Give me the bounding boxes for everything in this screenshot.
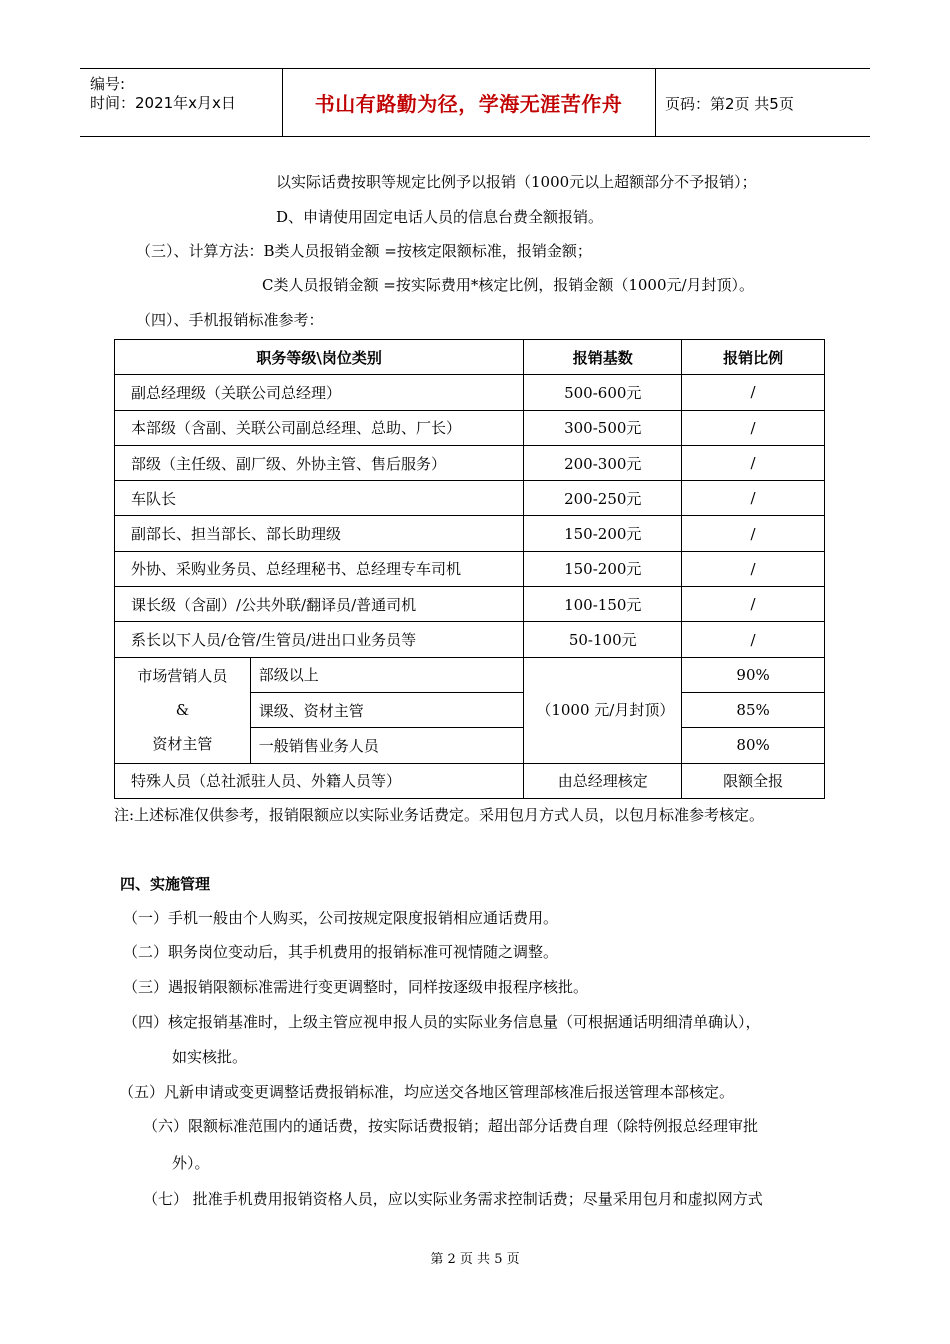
ratio-cell: / [682, 551, 825, 586]
table-row [115, 551, 825, 586]
header-divider [655, 69, 656, 136]
header-meta [90, 75, 236, 113]
paragraph-line: （四）、手机报销标准参考： [136, 311, 324, 329]
title-cell: 副部长、担当部长、部长助理级 [115, 516, 524, 551]
title-cell: 副总经理级（关联公司总经理） [115, 375, 524, 410]
table-note: 注:上述标准仅供参考，报销限额应以实际业务话费定。采用包月方式人员，以包月标准参考核定。 [114, 806, 765, 824]
table-row [115, 481, 825, 516]
table-row [115, 622, 825, 657]
column-header: 职务等级\岗位类别 [115, 340, 524, 375]
title-cell: 车队长 [115, 481, 524, 516]
list-item: （七） 批准手机费用报销资格人员，应以实际业务需求控制话费；尽量采用包月和虚拟网方式 [143, 1190, 763, 1208]
ratio-cell: / [682, 445, 825, 480]
list-item: （三）遇报销限额标准需进行变更调整时，同样按逐级申报程序核批。 [123, 978, 589, 996]
table-row [115, 375, 825, 410]
list-item: （五）凡新申请或变更调整话费报销标准，均应送交各地区管理部核准后报送管理本部核定。 [119, 1083, 735, 1101]
sub-title-cell: 部级以上 [250, 657, 524, 692]
base-cell: 100-150元 [524, 587, 682, 622]
ratio-cell: 80% [682, 728, 825, 763]
ratio-cell: / [682, 587, 825, 622]
ratio-cell: / [682, 481, 825, 516]
title-cell: 外协、采购业务员、总经理秘书、总经理专车司机 [115, 551, 524, 586]
table-row [115, 516, 825, 551]
list-item: 外）。 [172, 1154, 210, 1172]
base-cell: 200-300元 [524, 445, 682, 480]
table-row [115, 763, 825, 798]
date-label: 时间：2021年x月x日 [90, 94, 236, 112]
sub-title-cell: 课级、资材主管 [250, 692, 524, 727]
group-label: 市场营销人员 [137, 667, 228, 686]
group-label-cell [115, 657, 251, 763]
list-item: （二）职务岗位变动后，其手机费用的报销标准可视情随之调整。 [123, 943, 559, 961]
base-cell: 300-500元 [524, 410, 682, 445]
table-row [115, 587, 825, 622]
paragraph-line: C类人员报销金额 =按实际费用*核定比例，报销金额（1000元/月封顶）。 [262, 276, 755, 294]
list-item: 如实核批。 [172, 1048, 248, 1066]
column-header: 报销基数 [524, 340, 682, 375]
list-item: （六）限额标准范围内的通话费，按实际话费报销；超出部分话费自理（除特例报总经理审批 [143, 1117, 759, 1135]
page-footer: 第 2 页 共 5 页 [430, 1252, 520, 1267]
paragraph-line: （三）、计算方法：B类人员报销金额 =按核定限额标准，报销金额； [136, 242, 592, 260]
group-label: & [175, 701, 190, 720]
list-item: （四）核定报销基准时，上级主管应视申报人员的实际业务信息量（可根据通话明细清单确认）， [123, 1013, 761, 1031]
group-label: 资材主管 [152, 735, 213, 754]
base-cell: 由总经理核定 [524, 763, 682, 798]
title-cell: 课长级（含副）/公共外联/翻译员/普通司机 [115, 587, 524, 622]
base-cell: 150-200元 [524, 516, 682, 551]
cap-cell: （1000 元/月封顶） [524, 657, 682, 763]
base-cell: 50-100元 [524, 622, 682, 657]
ratio-cell: / [682, 375, 825, 410]
title-cell: 系长以下人员/仓管/生管员/进出口业务员等 [115, 622, 524, 657]
table-row [115, 410, 825, 445]
title-cell: 部级（主任级、副厂级、外协主管、售后服务） [115, 445, 524, 480]
table-row [115, 445, 825, 480]
ratio-cell: 85% [682, 692, 825, 727]
page-label: 页码：第2页 共5页 [665, 95, 794, 113]
paragraph-line: 以实际话费按职等规定比例予以报销（1000元以上超额部分不予报销）； [276, 173, 757, 191]
base-cell: 150-200元 [524, 551, 682, 586]
base-cell: 200-250元 [524, 481, 682, 516]
title-cell: 本部级（含副、关联公司副总经理、总助、厂长） [115, 410, 524, 445]
sub-title-cell: 一般销售业务人员 [250, 728, 524, 763]
title-cell: 特殊人员（总社派驻人员、外籍人员等） [115, 763, 524, 798]
table-row [115, 657, 825, 692]
reimbursement-table [114, 339, 825, 799]
page-header [80, 68, 870, 137]
paragraph-line: D、申请使用固定电话人员的信息台费全额报销。 [276, 208, 604, 226]
ratio-cell: / [682, 622, 825, 657]
base-cell: 500-600元 [524, 375, 682, 410]
code-label: 编号: [90, 75, 126, 93]
column-header: 报销比例 [682, 340, 825, 375]
ratio-cell: 限额全报 [682, 763, 825, 798]
ratio-cell: / [682, 516, 825, 551]
motto: 书山有路勤为径，学海无涯苦作舟 [314, 92, 623, 116]
table-header-row [115, 340, 825, 375]
ratio-cell: 90% [682, 657, 825, 692]
ratio-cell: / [682, 410, 825, 445]
list-item: （一）手机一般由个人购买，公司按规定限度报销相应通话费用。 [123, 909, 559, 927]
section-title: 四、实施管理 [120, 875, 211, 893]
